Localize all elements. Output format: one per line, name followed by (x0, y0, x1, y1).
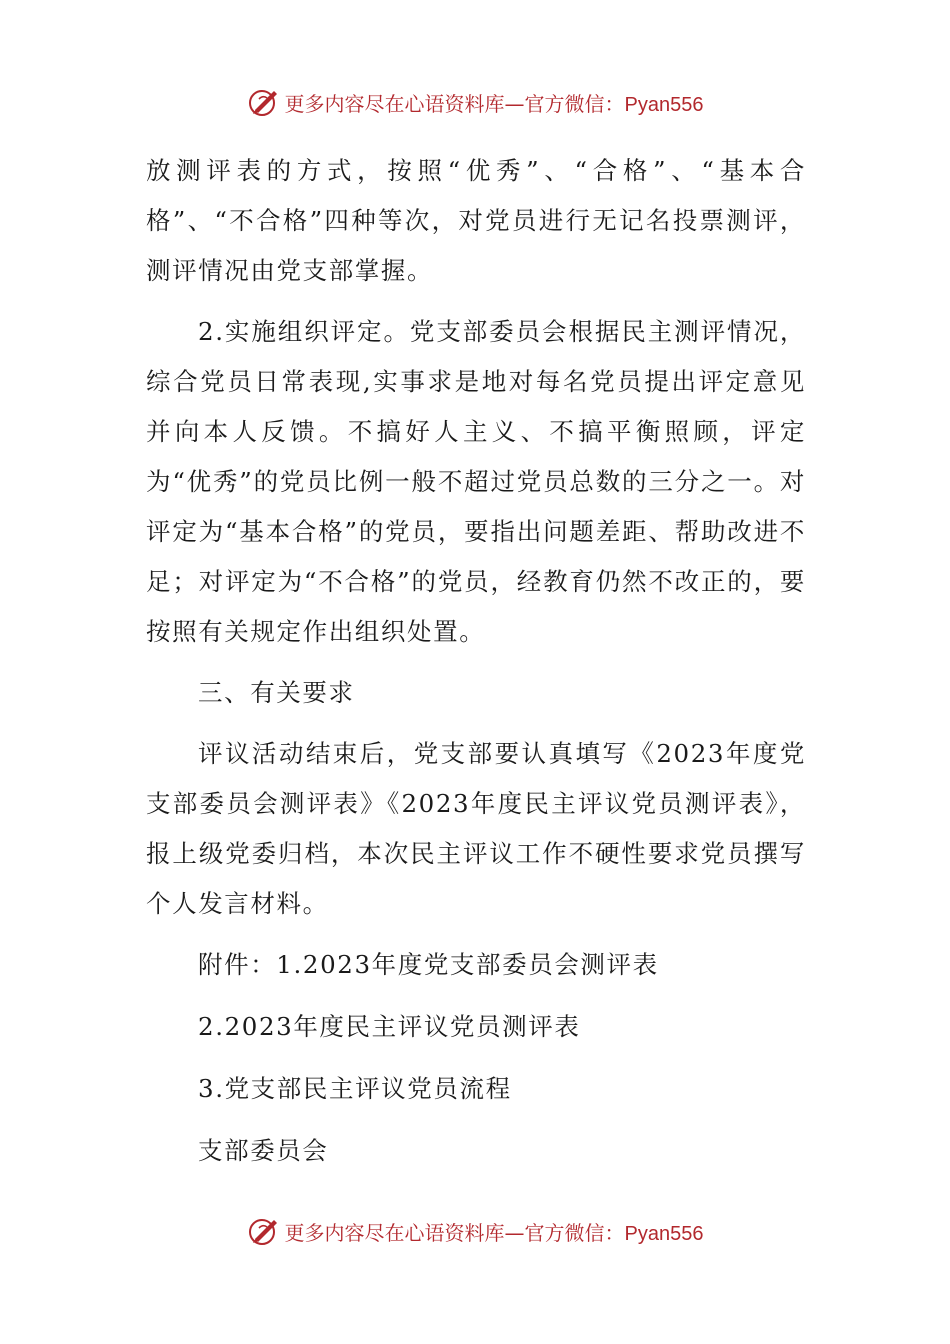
attachment-item-2: 2.2023年度民主评议党员测评表 (198, 1012, 581, 1041)
watermark-text: 更多内容尽在心语资料库—官方微信：Pyan556 (284, 91, 704, 116)
paragraph-evaluation-method: 放测评表的方式，按照“优秀”、“合格”、“基本合格”、“不合格”四种等次，对党员进行无记名投票测评，测评情况由党支部掌握。 (146, 156, 806, 285)
paragraph-organization-review: 2.实施组织评定。党支部委员会根据民主测评情况，综合党员日常表现,实事求是地对每名党员提出评定意见并向本人反馈。不搞好人主义、不搞平衡照顾，评定为“优秀”的党员比例一般不超过党员总数的三分之一。对评定为“基本合格”的党员，要指出问题差距、帮助改进不足；对评定为“不合格”的党员，经教育仍然不改正的，要按照有关规定作出组织处置。 (146, 317, 806, 646)
footer-watermark (0, 1211, 950, 1251)
quill-logo-icon (247, 85, 281, 119)
document-body (146, 146, 806, 1176)
attachment-item-3: 3.党支部民主评议党员流程 (198, 1074, 512, 1103)
quill-logo-icon (247, 1214, 281, 1248)
section-heading-requirements: 三、有关要求 (198, 678, 355, 707)
header-watermark (0, 82, 950, 122)
watermark-text: 更多内容尽在心语资料库—官方微信：Pyan556 (284, 1220, 704, 1245)
attachment-item-1: 附件：1.2023年度党支部委员会测评表 (198, 950, 659, 979)
signature: 支部委员会 (198, 1136, 329, 1165)
paragraph-requirements: 评议活动结束后，党支部要认真填写《2023年度党支部委员会测评表》《2023年度民主评议党员测评表》，报上级党委归档，本次民主评议工作不硬性要求党员撰写个人发言材料。 (146, 739, 806, 918)
